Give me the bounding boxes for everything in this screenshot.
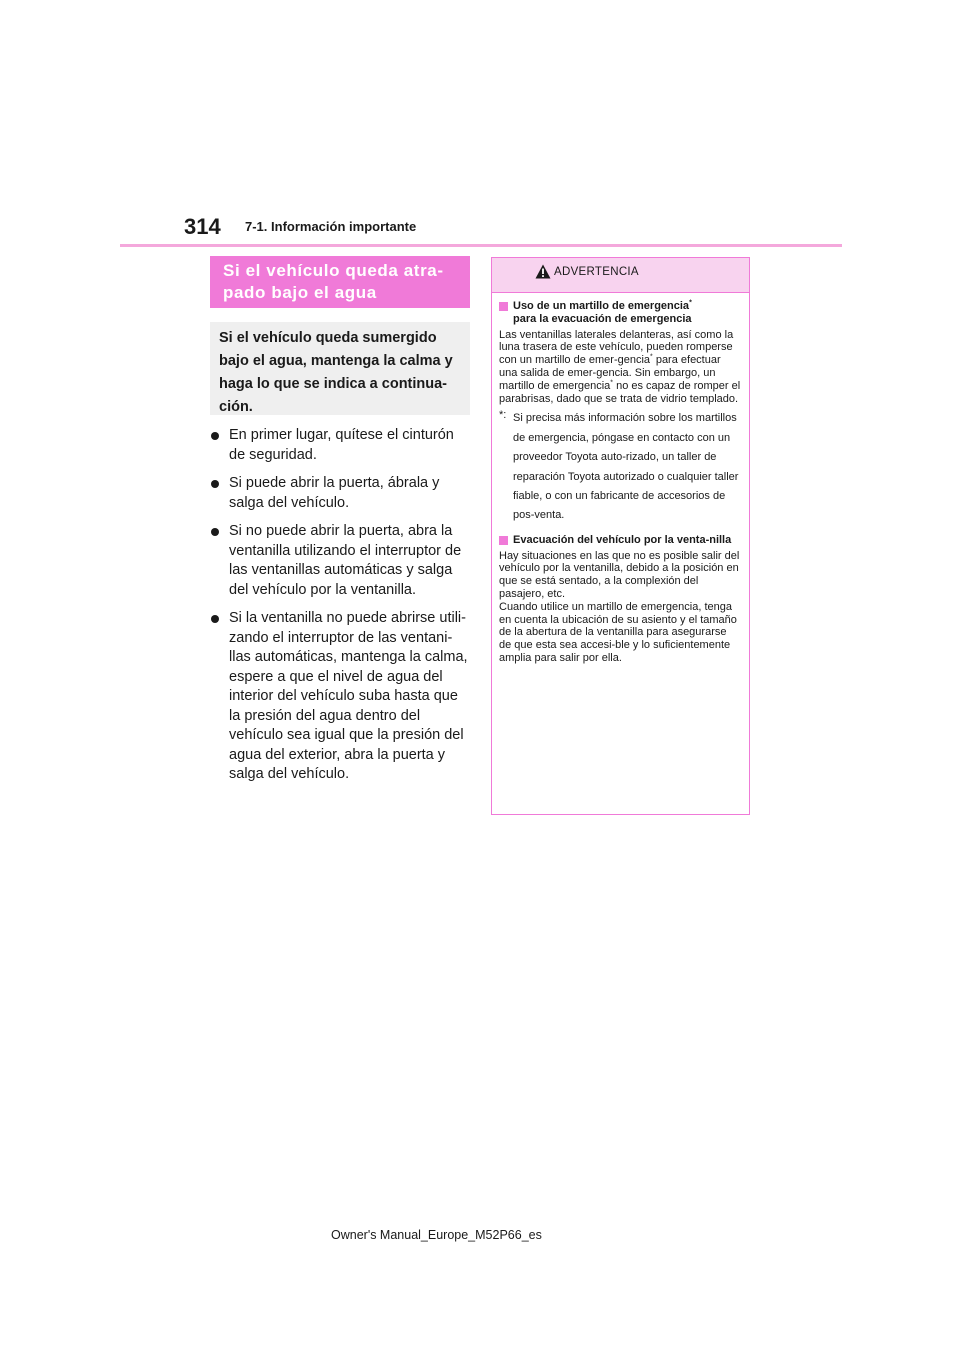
intro-box: Si el vehículo queda sumergido bajo el agua, mantenga la calma y haga lo que se indica a continua-ción. <box>210 322 470 415</box>
warning-triangle-icon <box>535 264 551 279</box>
list-item-text: Si la ventanilla no puede abrirse utili-zando el interruptor de las ventani-llas automáticas, mantenga la calma, espere a que el nivel de agua del interior del vehículo suba hasta que la presión del agua dentro del vehículo sea igual que la presión del agua del exterior, abra la puerta y salga del vehículo. <box>229 610 468 782</box>
page-number: 314 <box>184 214 221 239</box>
warning-paragraph: Cuando utilice un martillo de emergencia, tenga en cuenta la ubicación de su asiento y el tamaño de la abertura de la ventanilla para asegurarse de que esta sea accesi-ble y lo suficientemente amplia para salir por ella. <box>499 600 737 664</box>
warning-subheading <box>499 534 741 547</box>
warning-paragraph: Las ventanillas laterales delanteras, así como la luna trasera de este vehículo, pueden romperse con un martillo de emer-gencia* para efectuar una salida de emer-gencia. Sin embargo, un martillo de emergencia* no es capaz de romper el parabrisas, dado que se trata de vidrio templado. <box>499 328 741 405</box>
footnote <box>499 409 741 525</box>
chapter-title: 7-1. Información importante <box>245 219 417 234</box>
list-item <box>210 426 470 465</box>
list-item-text: Si puede abrir la puerta, ábrala y salga del vehículo. <box>229 475 440 511</box>
footnote-mark: * <box>610 379 614 387</box>
square-bullet-icon <box>499 302 508 311</box>
subheading-text: Uso de un martillo de emergencia <box>513 300 690 312</box>
list-item-text: Si no puede abrir la puerta, abra la ventanilla utilizando el interruptor de las ventanillas automáticas y salga del vehículo por la ventanilla. <box>229 523 462 598</box>
warning-header <box>492 258 749 293</box>
footnote-mark: * <box>650 353 653 361</box>
subheading-text: para la evacuación de emergencia <box>513 312 692 325</box>
list-item-text: En primer lugar, quítese el cinturón de seguridad. <box>229 427 454 463</box>
subheading-text: Evacuación del vehículo por la venta-nilla <box>513 533 732 546</box>
bullet-icon <box>211 480 219 488</box>
instruction-list <box>210 426 470 785</box>
footer-text: Owner's Manual_Europe_M52P66_es <box>331 1228 542 1242</box>
warning-paragraph: Hay situaciones en las que no es posible salir del vehículo por la ventanilla, debido a la posición en que se está sentado, a la complexión del pasajero, etc. <box>499 549 740 600</box>
bullet-icon <box>211 432 219 440</box>
square-bullet-icon <box>499 536 508 545</box>
list-item <box>210 522 470 600</box>
warning-label: ADVERTENCIA <box>554 266 639 278</box>
warning-body <box>492 300 749 665</box>
footnote-marker: *: <box>499 409 507 422</box>
left-column <box>210 256 470 794</box>
list-item <box>210 609 470 785</box>
bullet-icon <box>211 615 219 623</box>
footnote-mark: * <box>689 299 692 307</box>
warning-box <box>491 257 750 815</box>
bullet-icon <box>211 528 219 536</box>
list-item <box>210 474 470 513</box>
header-divider <box>120 244 842 247</box>
footnote-text: Si precisa más información sobre los martillos de emergencia, póngase en contacto con un proveedor Toyota auto-rizado, un taller de reparación Toyota autorizado o cualquier taller fiable, o con un fabricante de accesorios de pos-venta. <box>513 412 739 522</box>
section-title: Si el vehículo queda atra-pado bajo el agua <box>210 256 470 308</box>
warning-subheading <box>499 300 741 326</box>
